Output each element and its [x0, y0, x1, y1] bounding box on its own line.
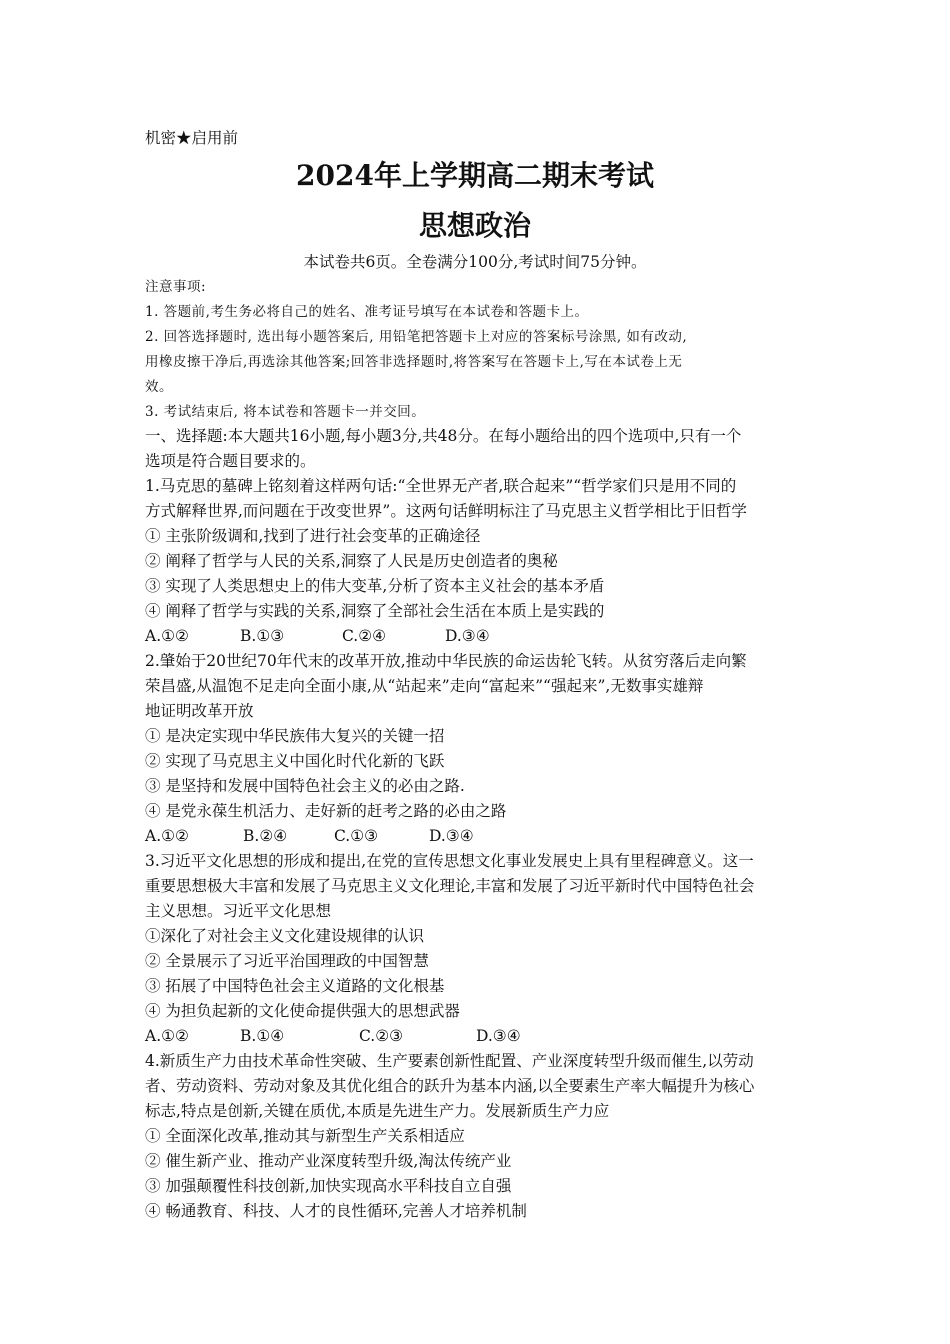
question-item: ③ 拓展了中国特色社会主义道路的文化根基	[145, 977, 445, 995]
question-stem: 者、劳动资料、劳动对象及其优化组合的跃升为基本内涵,以全要素生产率大幅提升为核心	[145, 1077, 755, 1095]
question-item: ② 阐释了哲学与人民的关系,洞察了人民是历史创造者的奥秘	[145, 552, 558, 570]
notice-line: 2. 回答选择题时, 选出每小题答案后, 用铅笔把答题卡上对应的答案标号涂黑, 如有改动,	[145, 329, 688, 345]
option-d: D.③④	[445, 627, 490, 645]
notice-heading: 注意事项:	[145, 279, 207, 295]
option-a: A.①②	[145, 1027, 189, 1045]
option-c: C.②③	[359, 1027, 404, 1045]
question-item: ④ 阐释了哲学与实践的关系,洞察了全部社会生活在本质上是实践的	[145, 602, 605, 620]
question-item: ① 主张阶级调和,找到了进行社会变革的正确途径	[145, 527, 481, 545]
question-stem: 3.习近平文化思想的形成和提出,在党的宣传思想文化事业发展史上具有里程碑意义。这一	[145, 852, 754, 870]
notice-line: 1. 答题前,考生务必将自己的姓名、准考证号填写在本试卷和答题卡上。	[145, 304, 589, 320]
option-b: B.①③	[240, 627, 285, 645]
question-item: ① 全面深化改革,推动其与新型生产关系相适应	[145, 1127, 465, 1145]
question-item: ② 全景展示了习近平治国理政的中国智慧	[145, 952, 429, 970]
question-item: ① 是决定实现中华民族伟大复兴的关键一招	[145, 727, 445, 745]
option-c: C.①③	[334, 827, 379, 845]
subject-title: 思想政治	[418, 209, 531, 242]
notice-line: 用橡皮擦干净后,再选涂其他答案;回答非选择题时,将答案写在答题卡上,写在本试卷上无	[145, 354, 683, 370]
question-stem: 2.肇始于20世纪70年代末的改革开放,推动中华民族的命运齿轮飞转。从贫穷落后走向繁	[145, 652, 747, 670]
option-a: A.①②	[145, 827, 189, 845]
option-a: A.①②	[145, 627, 189, 645]
option-c: C.②④	[342, 627, 387, 645]
question-item: ② 催生新产业、推动产业深度转型升级,淘汰传统产业	[145, 1152, 512, 1170]
exam-title: 2024年上学期高二期末考试	[296, 159, 654, 192]
option-d: D.③④	[429, 827, 474, 845]
question-item: ④ 畅通教育、科技、人才的良性循环,完善人才培养机制	[145, 1202, 527, 1220]
question-stem: 方式解释世界,而问题在于改变世界”。这两句话鲜明标注了马克思主义哲学相比于旧哲学	[145, 502, 747, 520]
question-stem: 4.新质生产力由技术革命性突破、生产要素创新性配置、产业深度转型升级而催生,以劳动	[145, 1052, 754, 1070]
notice-line: 3. 考试结束后, 将本试卷和答题卡一并交回。	[145, 404, 426, 420]
question-item: ② 实现了马克思主义中国化时代化新的飞跃	[145, 752, 445, 770]
exam-info: 本试卷共6页。全卷满分100分,考试时间75分钟。	[303, 253, 647, 271]
question-stem: 标志,特点是创新,关键在质优,本质是先进生产力。发展新质生产力应	[145, 1102, 610, 1120]
option-d: D.③④	[476, 1027, 521, 1045]
question-stem: 地证明改革开放	[145, 702, 254, 720]
question-item: ③ 加强颠覆性科技创新,加快实现高水平科技自立自强	[145, 1177, 512, 1195]
section-heading-cont: 选项是符合题目要求的。	[145, 452, 316, 470]
question-stem: 荣昌盛,从温饱不足走向全面小康,从“站起来”走向“富起来”“强起来”,无数事实雄辩	[145, 677, 704, 695]
question-stem: 重要思想极大丰富和发展了马克思主义文化理论,丰富和发展了习近平新时代中国特色社会	[145, 877, 755, 895]
question-item: ③ 实现了人类思想史上的伟大变革,分析了资本主义社会的基本矛盾	[145, 577, 605, 595]
option-b: B.②④	[243, 827, 288, 845]
notice-line: 效。	[145, 379, 173, 395]
section-heading: 一、选择题:本大题共16小题,每小题3分,共48分。在每小题给出的四个选项中,只有一个	[145, 427, 742, 445]
question-item: ①深化了对社会主义文化建设规律的认识	[145, 927, 425, 945]
confidential-label: 机密★启用前	[145, 129, 239, 147]
question-item: ④ 是党永葆生机活力、走好新的赶考之路的必由之路	[145, 802, 507, 820]
question-item: ③ 是坚持和发展中国特色社会主义的必由之路.	[145, 777, 465, 795]
question-item: ④ 为担负起新的文化使命提供强大的思想武器	[145, 1002, 460, 1020]
option-b: B.①④	[240, 1027, 285, 1045]
question-stem: 1.马克思的墓碑上铭刻着这样两句话:“全世界无产者,联合起来”“哲学家们只是用不同的	[145, 477, 737, 495]
question-stem: 主义思想。习近平文化思想	[145, 902, 332, 920]
